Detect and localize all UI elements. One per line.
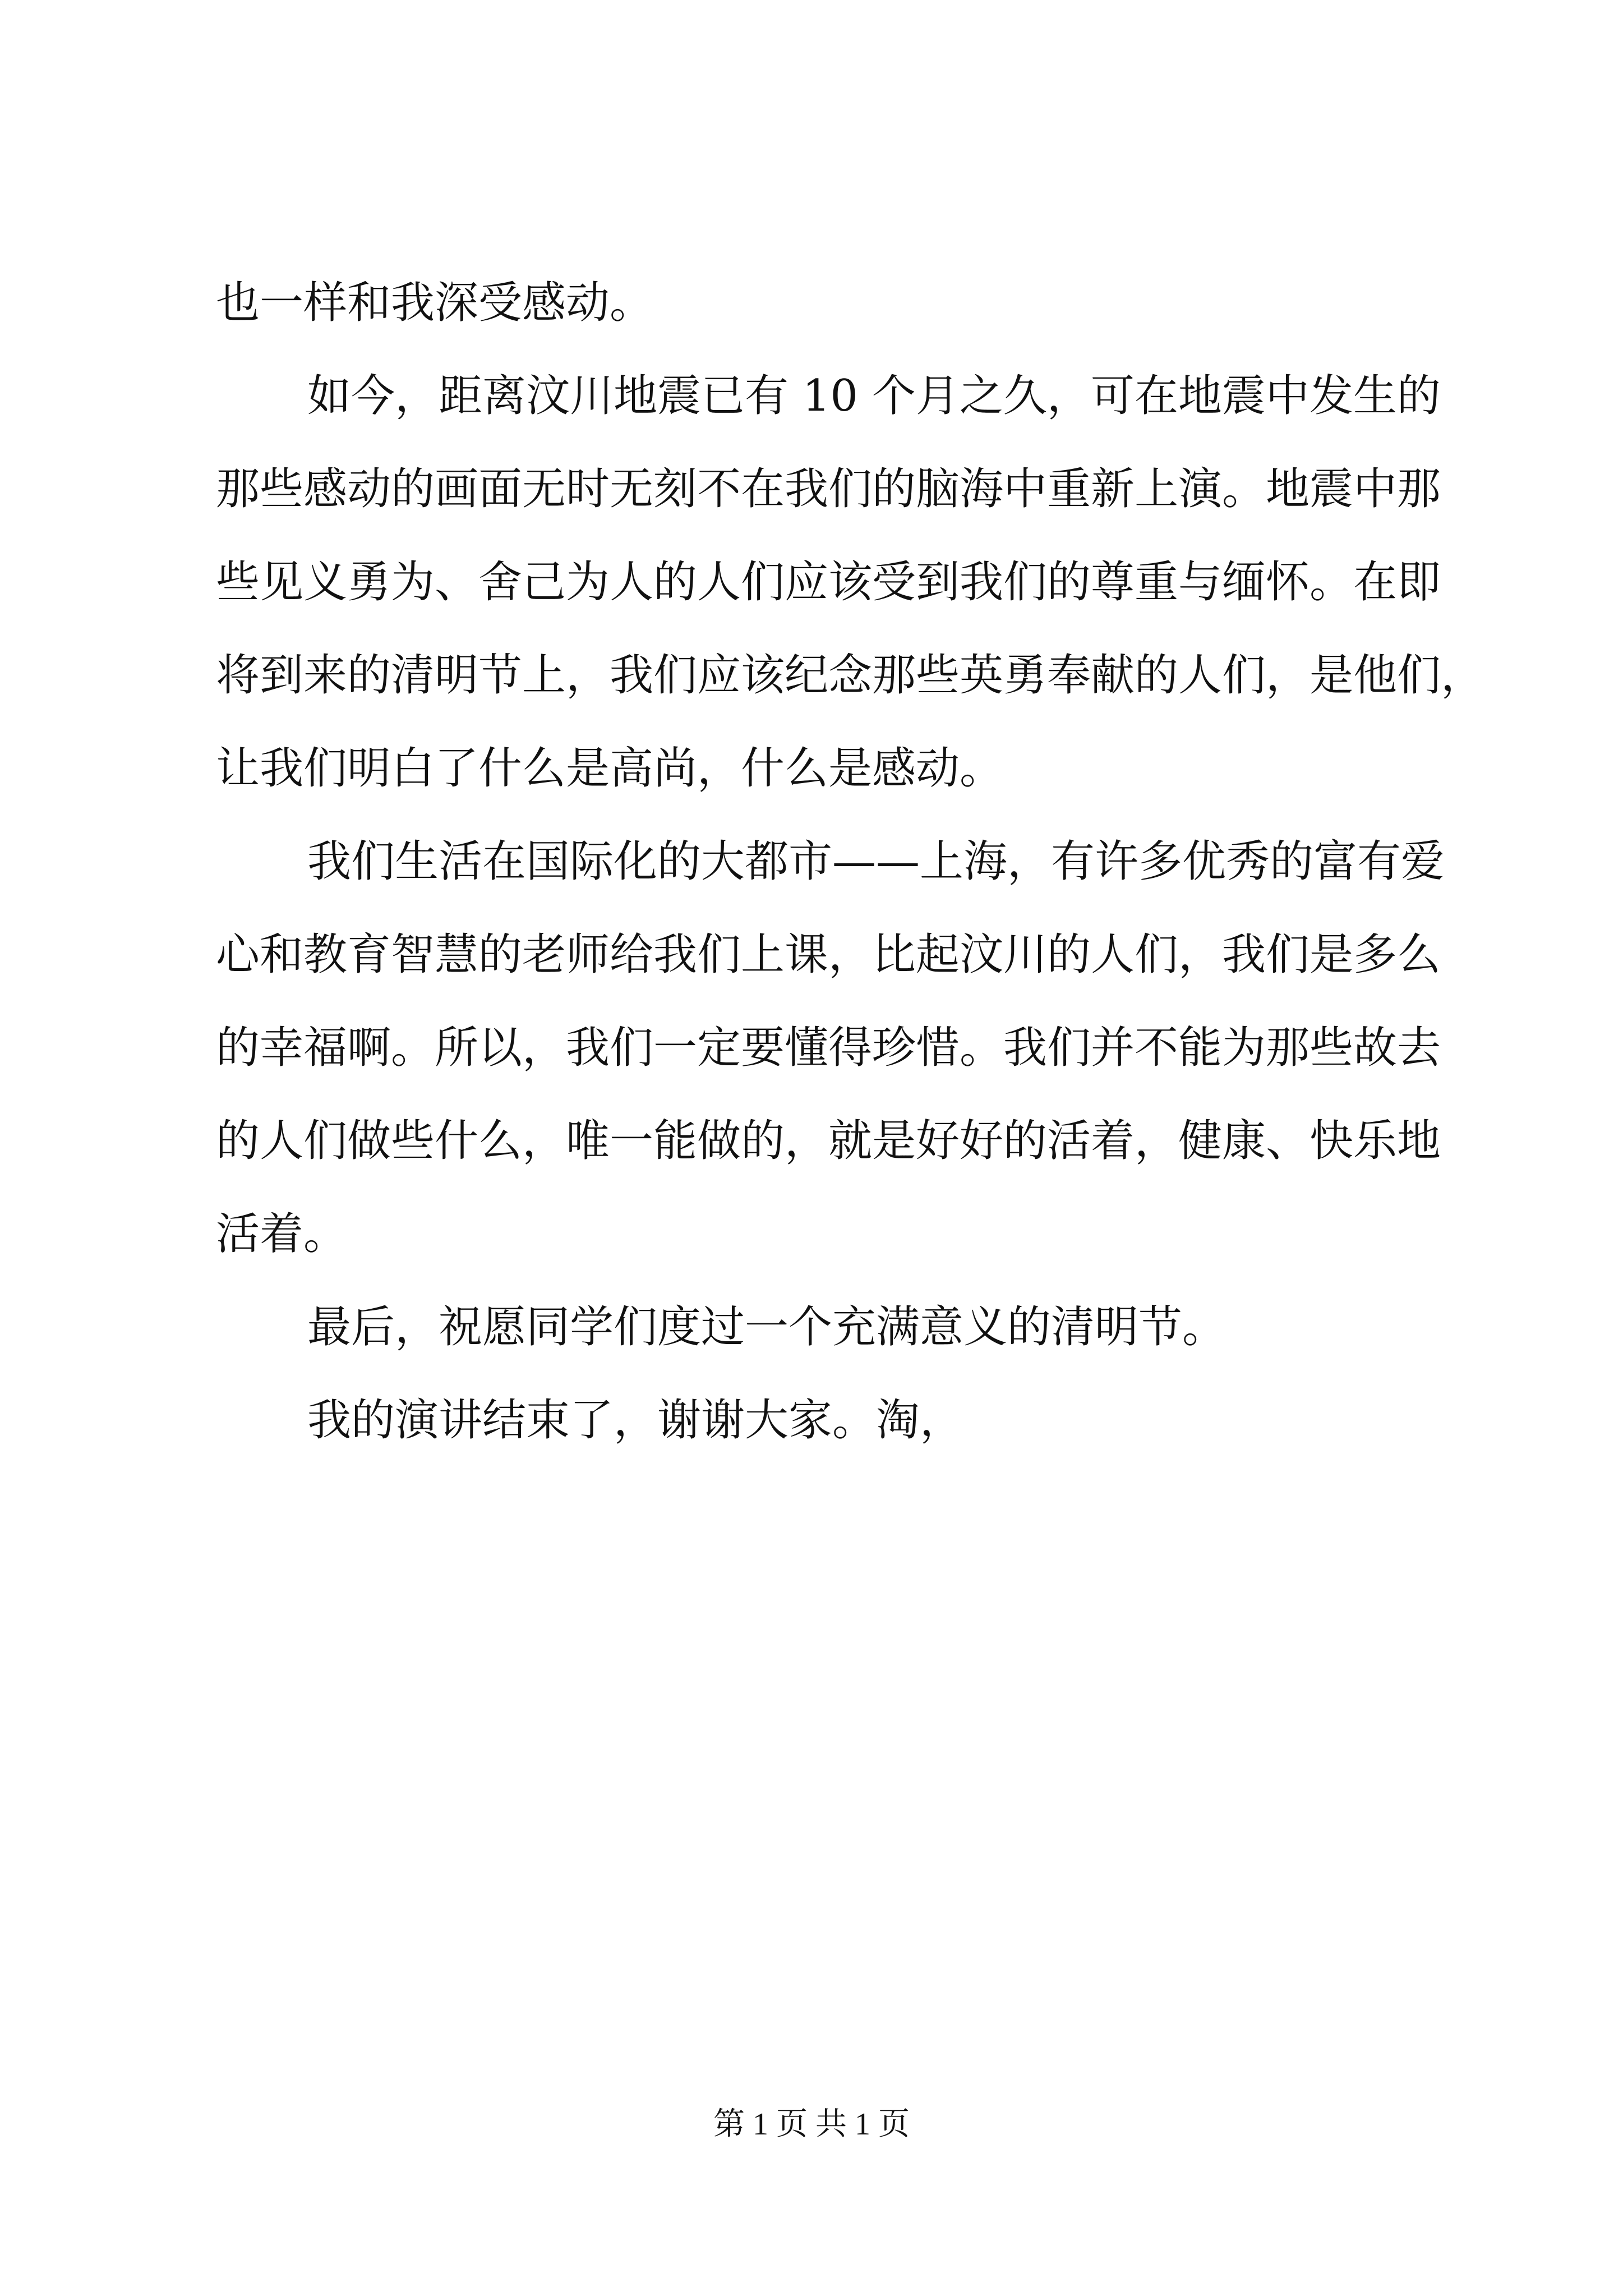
text-line: 心和教育智慧的老师给我们上课，比起汶川的人们，我们是多么 [216,930,1441,980]
text-line: 也一样和我深受感动。 [216,278,654,328]
text-line: 活着。 [216,1209,348,1259]
text-line: 那些感动的画面无时无刻不在我们的脑海中重新上演。地震中那 [216,464,1441,514]
text-line: 的人们做些什么，唯一能做的，就是好好的活着，健康、快乐地 [216,1116,1441,1166]
page-footer: 第 1 页 共 1 页 [713,2107,910,2142]
text-line: 我们生活在国际化的大都市——上海，有许多优秀的富有爱 [307,836,1445,887]
text-line: 让我们明白了什么是高尚，什么是感动。 [216,743,1004,794]
text-line: 我的演讲结束了，谢谢大家。淘， [307,1395,964,1446]
text-line: 如今，距离汶川地震已有 10 个月之久，可在地震中发生的 [307,371,1441,421]
text-line: 最后，祝愿同学们度过一个充满意义的清明节。 [307,1302,1227,1352]
text-line: 的幸福啊。所以，我们一定要懂得珍惜。我们并不能为那些故去 [216,1023,1441,1073]
text-line: 些见义勇为、舍己为人的人们应该受到我们的尊重与缅怀。在即 [216,557,1441,608]
text-line: 将到来的清明节上，我们应该纪念那些英勇奉献的人们，是他们， [216,650,1485,701]
